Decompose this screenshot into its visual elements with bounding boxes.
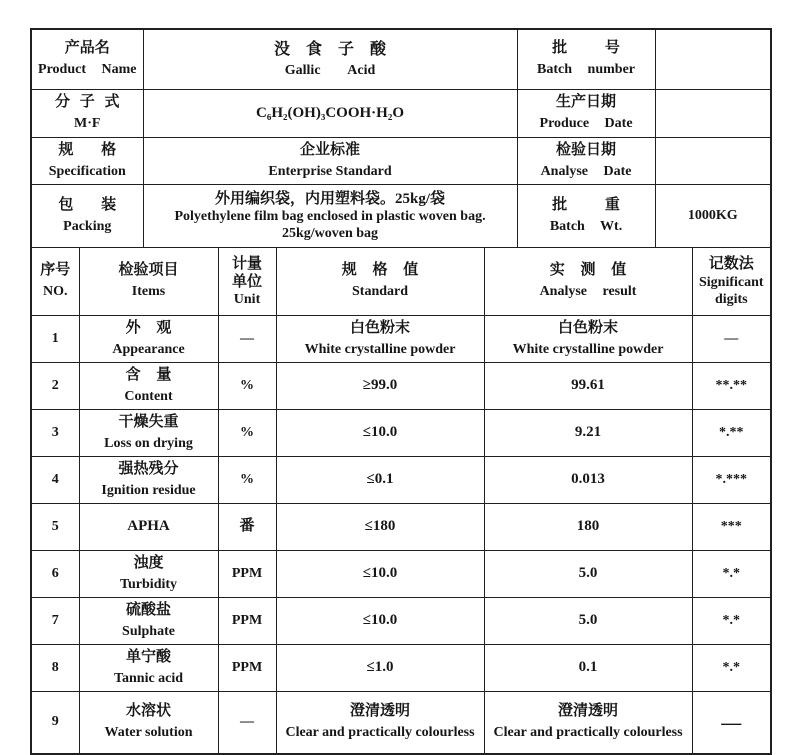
item-cell: 外 观 Appearance — [79, 316, 218, 363]
result-cell: 180 — [484, 504, 692, 551]
info-row-specification — [31, 138, 771, 185]
unit-cell: — — [218, 316, 276, 363]
molecular-formula-label — [31, 90, 143, 138]
standard-cell: ≤10.0 — [276, 410, 484, 457]
value-zh: 外用编织袋，内用塑料袋。25kg/袋 — [215, 190, 446, 207]
digits-cell: *.* — [692, 551, 771, 598]
label-zh: 分 子 式 — [55, 94, 120, 111]
item-cell: 硫酸盐 Sulphate — [79, 598, 218, 645]
value: 1000KG — [687, 207, 738, 223]
unit-cell: PPM — [218, 645, 276, 692]
no-cell: 9 — [31, 692, 79, 755]
header-unit: 计量 单位 Unit — [218, 248, 276, 316]
no-cell: 2 — [31, 363, 79, 410]
produce-date-label — [517, 90, 655, 138]
label-zh: 生产日期 — [556, 94, 617, 111]
result-cell: 澄清透明 Clear and practically colourless — [484, 692, 692, 755]
table-row — [31, 645, 771, 692]
no-cell: 5 — [31, 504, 79, 551]
specification-label — [31, 138, 143, 185]
result-cell: 5.0 — [484, 598, 692, 645]
value-en: Gallic Acid — [284, 62, 376, 78]
label-en: Specification — [48, 163, 126, 179]
unit-cell: PPM — [218, 598, 276, 645]
no-cell: 7 — [31, 598, 79, 645]
unit-cell: % — [218, 410, 276, 457]
header-standard: 规 格 值 Standard — [276, 248, 484, 316]
label-zh: 检验日期 — [556, 141, 617, 158]
label-zh: 包 装 — [58, 196, 117, 213]
result-cell: 白色粉末 White crystalline powder — [484, 316, 692, 363]
table-row — [31, 504, 771, 551]
header-items: 检验项目 Items — [79, 248, 218, 316]
no-cell: 3 — [31, 410, 79, 457]
packing-label — [31, 185, 143, 248]
table-row — [31, 410, 771, 457]
standard-cell: ≤180 — [276, 504, 484, 551]
standard-cell: ≤10.0 — [276, 551, 484, 598]
digits-cell: *.* — [692, 598, 771, 645]
result-cell: 5.0 — [484, 551, 692, 598]
label-en: M·F — [74, 116, 101, 132]
no-cell: 8 — [31, 645, 79, 692]
table-row — [31, 692, 771, 755]
item-cell: 浊度 Turbidity — [79, 551, 218, 598]
label-zh: 批 号 — [552, 40, 620, 57]
result-cell: 9.21 — [484, 410, 692, 457]
header-digits: 记数法 Significant digits — [692, 248, 771, 316]
digits-cell: **.** — [692, 363, 771, 410]
label-zh: 规 格 — [58, 141, 117, 158]
unit-cell: — — [218, 692, 276, 755]
header-no: 序号 NO. — [31, 248, 79, 316]
value-zh: 没 食 子 酸 — [274, 40, 387, 58]
packing-value — [143, 185, 517, 248]
digits-cell: *.** — [692, 410, 771, 457]
no-cell: 4 — [31, 457, 79, 504]
digits-cell: — — [692, 316, 771, 363]
unit-cell: PPM — [218, 551, 276, 598]
table-header-row — [31, 248, 771, 316]
formula: C₆H₂(OH)₃COOH·H₂O — [256, 104, 405, 121]
product-name-label — [31, 29, 143, 90]
unit-cell: % — [218, 457, 276, 504]
digits-cell: *.* — [692, 645, 771, 692]
item-cell: 干燥失重 Loss on drying — [79, 410, 218, 457]
value-en: Enterprise Standard — [268, 163, 392, 179]
no-cell: 1 — [31, 316, 79, 363]
digits-cell: *** — [692, 504, 771, 551]
table-row — [31, 316, 771, 363]
digits-cell: — — [692, 692, 771, 755]
label-en: Packing — [63, 218, 112, 234]
digits-cell: *.*** — [692, 457, 771, 504]
info-row-formula — [31, 90, 771, 138]
batch-number-value — [655, 29, 771, 90]
molecular-formula-value — [143, 90, 517, 138]
value-en: Polyethylene film bag enclosed in plastic woven bag. — [174, 209, 486, 225]
info-row-product — [31, 29, 771, 90]
batch-number-label — [517, 29, 655, 90]
table-row — [31, 598, 771, 645]
label-en: Batch number — [537, 62, 635, 78]
result-cell: 0.013 — [484, 457, 692, 504]
value-zh: 企业标准 — [300, 141, 361, 158]
item-cell: APHA — [79, 504, 218, 551]
info-row-packing — [31, 185, 771, 248]
table-row — [31, 551, 771, 598]
label-zh: 批 重 — [552, 196, 620, 213]
batch-weight-label — [517, 185, 655, 248]
label-en: Analyse Date — [540, 163, 632, 179]
value-en2: 25kg/woven bag — [281, 226, 379, 242]
standard-cell: 白色粉末 White crystalline powder — [276, 316, 484, 363]
label-zh: 产品名 — [64, 40, 110, 57]
standard-cell: ≥99.0 — [276, 363, 484, 410]
table-row — [31, 363, 771, 410]
item-cell: 强热残分 Ignition residue — [79, 457, 218, 504]
produce-date-value — [655, 90, 771, 138]
label-en: Product Name — [38, 62, 137, 78]
standard-cell: ≤1.0 — [276, 645, 484, 692]
header-result: 实 测 值 Analyse result — [484, 248, 692, 316]
analyse-date-value — [655, 138, 771, 185]
item-cell: 单宁酸 Tannic acid — [79, 645, 218, 692]
item-cell: 含 量 Content — [79, 363, 218, 410]
result-cell: 99.61 — [484, 363, 692, 410]
specification-value — [143, 138, 517, 185]
certificate-table — [30, 28, 772, 755]
product-name-value — [143, 29, 517, 90]
label-en: Batch Wt. — [549, 218, 623, 234]
result-cell: 0.1 — [484, 645, 692, 692]
label-en: Produce Date — [539, 116, 633, 132]
standard-cell: ≤0.1 — [276, 457, 484, 504]
standard-cell: 澄清透明 Clear and practically colourless — [276, 692, 484, 755]
table-row — [31, 457, 771, 504]
no-cell: 6 — [31, 551, 79, 598]
unit-cell: % — [218, 363, 276, 410]
item-cell: 水溶状 Water solution — [79, 692, 218, 755]
analyse-date-label — [517, 138, 655, 185]
batch-weight-value — [655, 185, 771, 248]
standard-cell: ≤10.0 — [276, 598, 484, 645]
unit-cell: 番 — [218, 504, 276, 551]
